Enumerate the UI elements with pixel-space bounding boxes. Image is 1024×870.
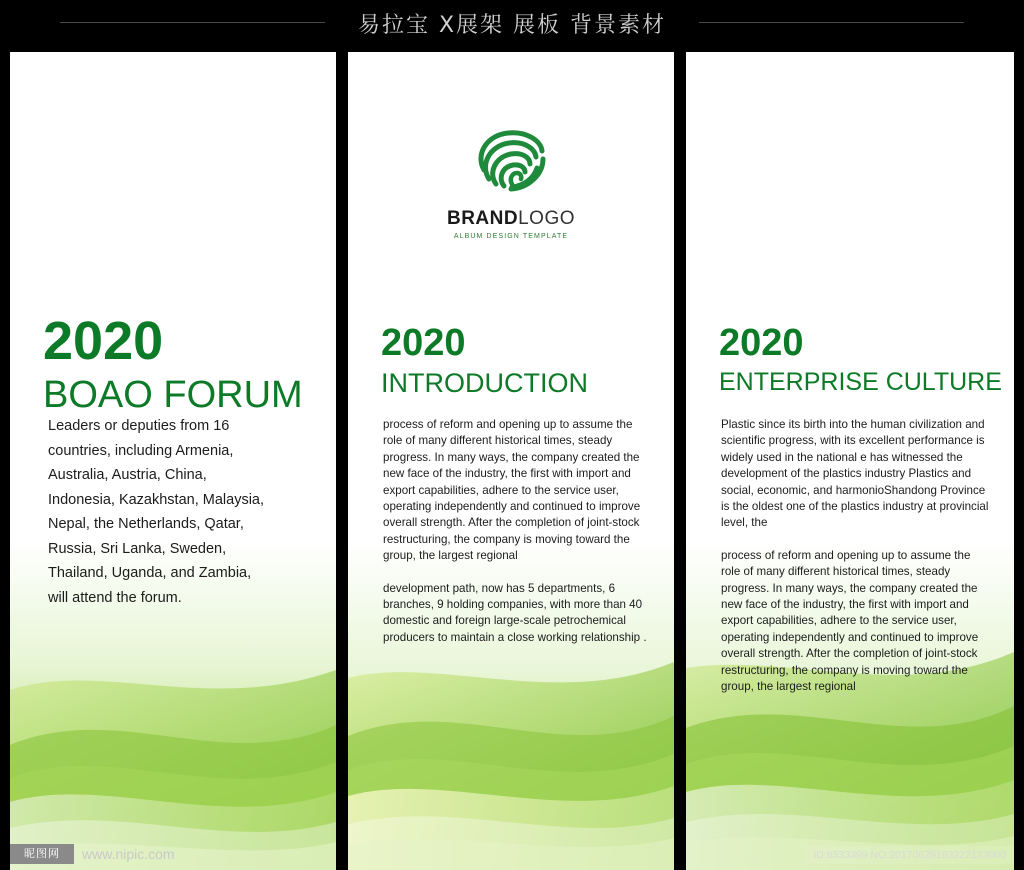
topbar xyxy=(0,0,1024,44)
body-line: Australia, Austria, China, xyxy=(48,467,207,483)
globe-swirl-icon xyxy=(471,124,551,198)
paragraph: development path, now has 5 departments, 6 branches, 9 holding companies, with more than 40 domestic and foreign large-scale petrochemical producers to maintain a close working relationship . xyxy=(383,581,647,644)
panel-2-heading xyxy=(381,324,588,397)
paragraph: process of reform and opening up to assume the role of many different historical times, steady progress. In many ways, the company created the new face of the industry, the first with import and export capabilities, adhere to the service user, operating independently and continued to improve overall strength. After the completion of joint-stock restructuring, the company is moving toward the group, the largest regional xyxy=(721,548,979,694)
brand-name-light: LOGO xyxy=(518,208,575,229)
topbar-title: 易拉宝 X展架 展板 背景素材 xyxy=(357,13,667,38)
paragraph: process of reform and opening up to assume the role of many different historical times, steady progress. In many ways, the company created the new face of the industry, the first with import and export capabilities, adhere to the service user, operating independently and continued to improve overall strength. After the completion of joint-stock restructuring, the company is moving toward the group, the largest regional xyxy=(383,418,641,563)
panel-1-heading xyxy=(43,311,303,416)
watermark xyxy=(10,844,175,864)
panel-3-body xyxy=(721,417,989,696)
nipic-url: www.nipic.com xyxy=(82,846,175,862)
panel-1-subtitle: BOAO FORUM xyxy=(43,374,303,416)
asset-id-label: ID:8533399 NO:20170629193222123000 xyxy=(805,846,1014,864)
panel-3-heading xyxy=(719,324,1002,395)
panel-2-body xyxy=(383,417,653,646)
panel-1-year: 2020 xyxy=(43,311,164,371)
panel-3-subtitle: ENTERPRISE CULTURE xyxy=(719,368,1002,396)
nipic-logo: 昵图网 xyxy=(10,844,74,864)
body-line: Leaders or deputies from 16 xyxy=(48,418,230,434)
body-line: will attend the forum. xyxy=(48,589,182,606)
panel-introduction xyxy=(348,52,674,870)
brand-logo-name xyxy=(348,208,674,230)
paragraph: Plastic since its birth into the human civilization and scientific progress, with its excellent performance is widely used in the national e has witnessed the development of the plastics industry Plastics and social, economic, and harmonioShandong Province is the oldest one of the plastics industry at provincial level, the xyxy=(721,418,989,530)
brand-tagline: ALBUM DESIGN TEMPLATE xyxy=(453,233,569,240)
panel-2-year: 2020 xyxy=(381,322,466,364)
body-line: Indonesia, Kazakhstan, Malaysia, xyxy=(48,491,265,508)
body-line: Nepal, the Netherlands, Qatar, xyxy=(48,516,244,532)
panel-3-year: 2020 xyxy=(719,322,804,364)
body-line: Russia, Sri Lanka, Sweden, xyxy=(48,540,227,557)
brand-name-bold: BRAND xyxy=(446,208,519,229)
panel-group xyxy=(0,52,1024,870)
brand-logo xyxy=(348,124,674,240)
body-line: Thailand, Uganda, and Zambia, xyxy=(48,565,252,581)
panel-boao-forum xyxy=(10,52,336,870)
panel-1-body xyxy=(48,414,316,610)
body-line: countries, including Armenia, xyxy=(48,442,234,459)
panel-2-subtitle: INTRODUCTION xyxy=(381,368,588,398)
panel-enterprise-culture xyxy=(686,52,1014,870)
